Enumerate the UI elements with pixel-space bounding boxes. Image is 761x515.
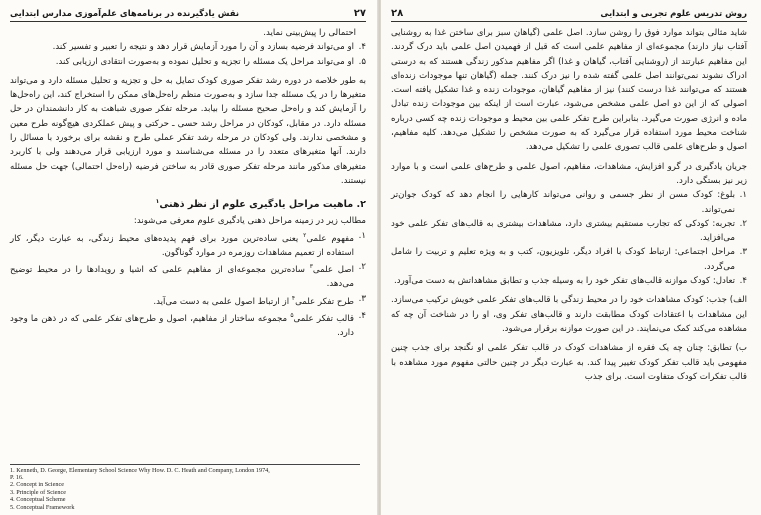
- footnote: 3. Principle of Science: [10, 488, 67, 496]
- running-title: روش تدریس علوم تجربی و ابتدایی: [600, 8, 747, 19]
- list-number: ۱.: [739, 190, 747, 201]
- right-page-header: [391, 8, 747, 22]
- list-number: ۴.: [358, 42, 366, 53]
- list-text: مراحل اجتماعی: ارتباط کودک با افراد دیگر، تلویزیون، کتب و به ویژه تعلیم و تربیت را شامل می‌گردد.: [391, 247, 735, 272]
- paragraph: ب) تطابق: چنان چه یک فقره از مشاهدات کودک در قالب تفکر علمی او نگنجد برای جذب چنین مفهومی باید قالب تفکر کودک تغییر پیدا کند. به عبارت دیگر در چنین حالتی مفهوم مورد مشاهده با قالب تفکرات کودک متفاوت است. برای جذب: [391, 343, 747, 382]
- footnotes: [10, 464, 360, 511]
- running-title: نقش یادگیرنده در برنامه‌های علم‌آموزی مدارس ابتدایی: [10, 8, 240, 19]
- list-text: بلوغ: کودک مسن از نظر جسمی و روانی می‌تواند کارهایی را انجام دهد که کودک جوان‌تر نمی‌تواند.: [391, 190, 735, 215]
- page-number: ۲۸: [391, 8, 404, 19]
- footnote-marker: ۵: [290, 311, 294, 319]
- list-number: ۵.: [358, 56, 366, 67]
- list-text: تعادل: کودک موازنه قالب‌های تفکر خود را به وسیله جذب و تطابق مشاهداتش به دست می‌آورد.: [394, 276, 735, 287]
- list-item: [391, 188, 747, 217]
- list-item: [10, 55, 366, 69]
- list-number: ۲.: [358, 262, 366, 273]
- footnote-marker: ۳: [309, 263, 313, 271]
- list-number: ۲.: [739, 218, 747, 229]
- footnote-marker: ۲: [303, 231, 307, 239]
- footnote: P. 16.: [10, 473, 24, 481]
- footnote: 1. Kenneth, D. George, Elementary School Science Why How. D. C. Heath and Company, London 1974,: [10, 466, 270, 474]
- list-number: ۳.: [358, 293, 366, 304]
- right-page: [381, 0, 761, 515]
- list-number: ۳.: [739, 247, 747, 258]
- list-item: [391, 245, 747, 274]
- list-text: تجربه: کودکی که تجارب مستقیم بیشتری دارد، مشاهدات بیشتری به قالب‌های تفکر علمی خود می‌افزاید.: [391, 218, 735, 244]
- summary-paragraph: به طور خلاصه در دوره رشد تفکر صوری کودک تمایل به حل و تجزیه و تحلیل مسئله دارد و می‌تواند متغیرها را در یک مسئله جدا سازد و به‌صورت منظم راه‌حل‌های ممکن را استخراج کند، این راه‌حل‌ها را آزمایش کند و راه‌حل صحیح مسئله را بیابد. مرحله تفکر صوری شباهت به کار دانشمندان در حل مسئله دارد. در مقابل، کودکان در مراحل رشد حسی ـ حرکتی و پیش عملکردی هیچ‌گونه طرح معین و مشخصی ندارند. ولی کودکان در مرحله رشد تفکر عملی طرح و نقشه برای برخورد با مسائل را دارند. آنها متغیرهای متعدد را در مسئله می‌شناسند و مورد ارزیابی قرار می‌دهند ولی با کاربرد متغیرهای مذکور مانند مرحله تفکر صوری قادر به ساختن فرضیه (راه‌حل احتمالی) جهت حل مسئله نیستند.: [10, 75, 366, 186]
- list-item: [391, 217, 747, 246]
- list-text: قالب تفکر علمی$^۵$ مجموعه ساختار از مفاهیم، اصول و طرح‌های تفکر علمی که در ذهن ما وجود دارد.: [10, 311, 355, 338]
- list-item: [10, 309, 366, 340]
- left-page: [0, 0, 378, 515]
- left-page-header: [10, 8, 366, 22]
- footnote-marker: ۱: [155, 198, 160, 206]
- footnote: 4. Conceptual Scheme: [10, 496, 66, 504]
- paragraph: جریان یادگیری در گرو افزایش، مشاهدات، مفاهیم، اصول علمی و طرح‌های علمی است و با موارد زیر نیز بستگی دارد.: [391, 161, 747, 186]
- list-item: [10, 260, 366, 291]
- list-number: ۴.: [739, 276, 747, 287]
- footnote: 2. Concept in Science: [10, 481, 64, 489]
- list-item: [10, 292, 366, 309]
- page-number: ۲۷: [353, 8, 366, 19]
- list-text: اصل علمی$^۳$ ساده‌ترین مجموعه‌ای از مفاهیم علمی که اشیا و رویدادها را در محیط توضیح می‌دهد.: [10, 263, 354, 290]
- footnote: 5. Conceptual Framework: [10, 503, 75, 511]
- section-intro: مطالب زیر در زمینه مراحل ذهنی یادگیری علوم معرفی می‌شوند:: [133, 216, 366, 227]
- paragraph: الف) جذب: کودک مشاهدات خود را در محیط زندگی با قالب‌های تفکر علمی خویش ترکیب می‌سازد. این مشاهدات با اعتقادات کودک مطابقت دارند و قالب‌های تفکر وی، او را در شناخت آن چه که مشاهده می‌کند کمک می‌نمایند. در این صورت موازنه برقرار می‌شود.: [391, 295, 747, 334]
- list-item: [10, 229, 366, 260]
- text-line: احتمالی را پیش‌بینی نماید.: [263, 28, 356, 38]
- list-item: [391, 274, 747, 288]
- list-text: او می‌تواند مراحل یک مسئله را تجزیه و تحلیل نموده و به‌صورت انتقادی ارزیابی کند.: [55, 56, 354, 67]
- list-text: او می‌تواند فرضیه بسازد و آن را مورد آزمایش قرار دهد و نتیجه را تعبیر و تفسیر کند.: [52, 42, 354, 53]
- section-heading: ۲. ماهیت مراحل یادگیری علوم از نظر ذهنی$^۱$: [155, 198, 366, 211]
- list-text: مفهوم علمی$^۲$ یعنی ساده‌ترین مورد برای فهم پدیده‌های محیط زندگی، به عبارت دیگر، کار استفاده از تعمیم مشاهدات روزمره در موارد گوناگون.: [10, 231, 354, 258]
- list-number: ۴.: [358, 310, 366, 321]
- list-number: ۱.: [358, 230, 366, 241]
- footnote-marker: ۴: [291, 294, 296, 302]
- list-text: طرح تفکر علمی$^۴$ از ارتباط اصول علمی به دست می‌آید.: [153, 294, 354, 307]
- list-item: [10, 40, 366, 54]
- paragraph: شاید مثالی بتواند موارد فوق را روشن سازد. اصل علمی (گیاهان سبز برای ساختن غذا به روشنایی آفتاب نیاز دارند) مجموعه‌ای از مفاهیم علمی است که قبل از فهمیدن اصل علمی باید درک گردند. این مفاهیم عبارتند از (روشنایی آفتاب، گیاهان و غذا) اگر مفاهیم مذکور زندگی هستند که به درستی ادراک نشوند نمی‌توانند اصل علمی گفته شده را نیز درک کنند. جمله (گیاهان تنها موجودات زنده‌ای هستند که می‌توانند غذا درست کنند) نیز از مفاهیم گیاهان، موجودات زنده و غذا تشکیل یافته است. اصولی که از این دو اصل علمی مشخص می‌شود، عبارت است از اینکه بین موجودات زنده تبادل ماده و انرژی صورت می‌گیرد. بنابراین طرح تفکر علمی بین محیط و موجودات زنده چه کسی درباره شناخت محیط مورد استفاده قرار می‌گیرد که به صورت مشخص را تشکیل می‌دهد. کلیه مفاهیم، اصول و طرح‌های علمی قالب تصوری علمی را تشکیل می‌دهد.: [391, 28, 747, 153]
